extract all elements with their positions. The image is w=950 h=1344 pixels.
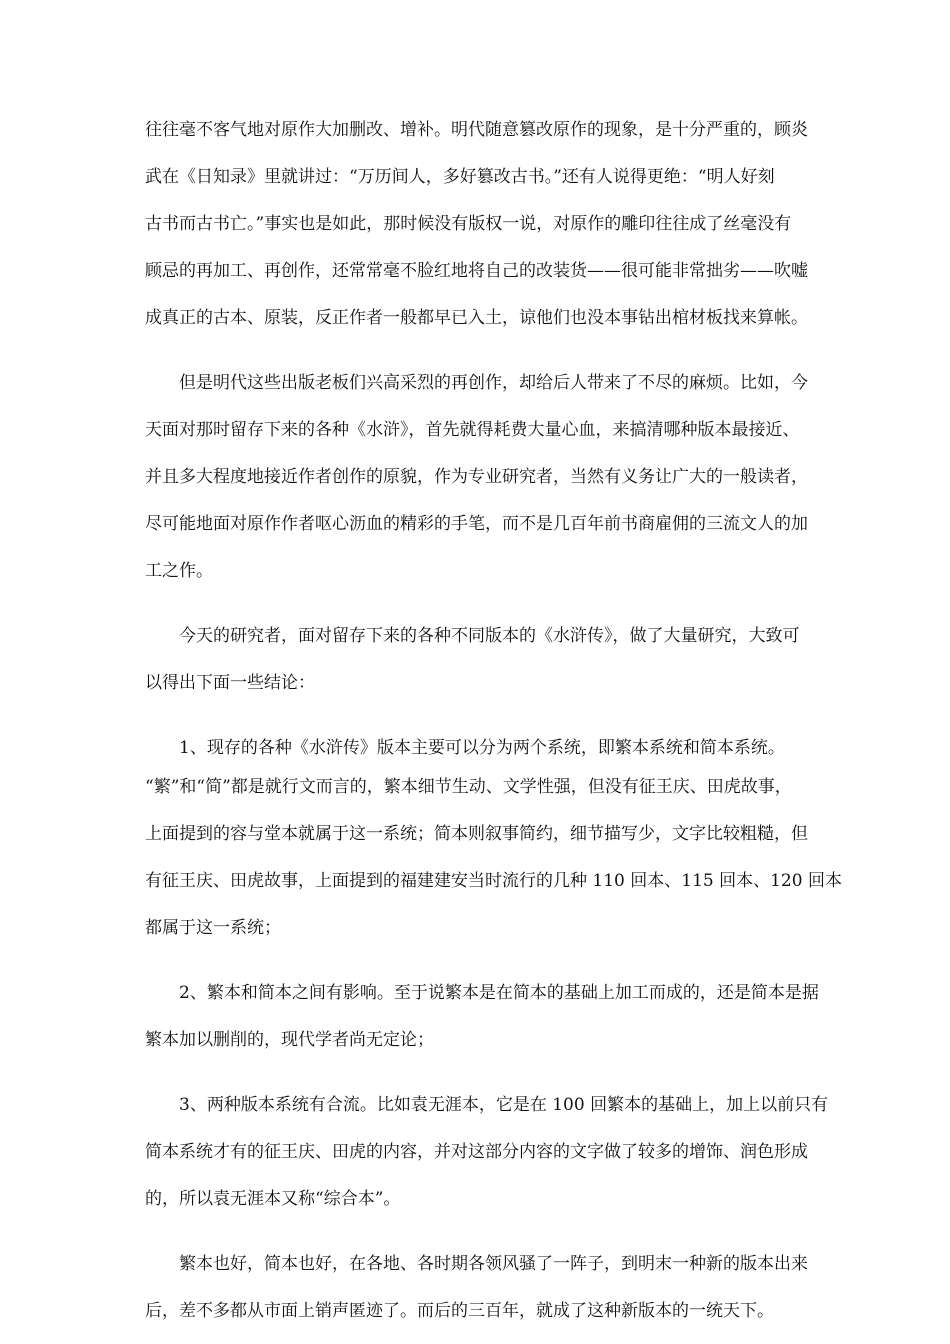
text-line: 2、繁本和简本之间有影响。至于说繁本是在简本的基础上加工而成的，还是简本是据 — [179, 983, 819, 1003]
text-line: 顾忌的再加工、再创作，还常常毫不脸红地将自己的改装货——很可能非常拙劣——吹嘘 — [145, 261, 808, 281]
text-line: 有征王庆、田虎故事，上面提到的福建建安当时流行的几种 110 回本、115 回本、120 回本 — [145, 871, 842, 891]
text-line: 以得出下面一些结论： — [145, 673, 315, 693]
text-line: 的，所以袁无涯本又称“综合本”。 — [145, 1189, 401, 1209]
text-line: 3、两种版本系统有合流。比如袁无涯本，它是在 100 回繁本的基础上，加上以前只有 — [179, 1095, 829, 1115]
text-line: 但是明代这些出版老板们兴高采烈的再创作，却给后人带来了不尽的麻烦。比如，今 — [179, 373, 808, 393]
text-line: 工之作。 — [145, 561, 213, 581]
text-line: 并且多大程度地接近作者创作的原貌，作为专业研究者，当然有义务让广大的一般读者， — [145, 467, 808, 487]
text-line: 成真正的古本、原装，反正作者一般都早已入土，谅他们也没本事钻出棺材板找来算帐。 — [145, 308, 808, 328]
text-line: 尽可能地面对原作作者呕心沥血的精彩的手笔，而不是几百年前书商雇佣的三流文人的加 — [145, 514, 808, 534]
text-line: 今天的研究者，面对留存下来的各种不同版本的《水浒传》，做了大量研究，大致可 — [179, 626, 800, 646]
text-line: 1、现存的各种《水浒传》版本主要可以分为两个系统，即繁本系统和简本系统。 — [179, 738, 785, 758]
text-line: 天面对那时留存下来的各种《水浒》，首先就得耗费大量心血，来搞清哪种版本最接近、 — [145, 420, 800, 440]
text-line: 简本系统才有的征王庆、田虎的内容，并对这部分内容的文字做了较多的增饰、润色形成 — [145, 1142, 808, 1162]
text-line: 都属于这一系统； — [145, 918, 281, 938]
text-line: 繁本加以删削的，现代学者尚无定论； — [145, 1030, 434, 1050]
text-line: 古书而古书亡。”事实也是如此，那时候没有版权一说，对原作的雕印往往成了丝毫没有 — [145, 214, 792, 234]
text-line: 武在《日知录》里就讲过：“万历间人，多好篡改古书。”还有人说得更绝：“明人好刻 — [145, 167, 775, 187]
text-line: 往往毫不客气地对原作大加删改、增补。明代随意篡改原作的现象，是十分严重的，顾炎 — [145, 120, 808, 140]
text-line: 繁本也好，简本也好，在各地、各时期各领风骚了一阵子，到明末一种新的版本出来 — [179, 1254, 808, 1274]
text-line: “繁”和“简”都是就行文而言的，繁本细节生动、文学性强，但没有征王庆、田虎故事， — [145, 777, 792, 797]
text-line: 上面提到的容与堂本就属于这一系统；简本则叙事简约，细节描写少，文字比较粗糙，但 — [145, 824, 808, 844]
text-line: 后，差不多都从市面上销声匿迹了。而后的三百年，就成了这种新版本的一统天下。 — [145, 1301, 774, 1321]
